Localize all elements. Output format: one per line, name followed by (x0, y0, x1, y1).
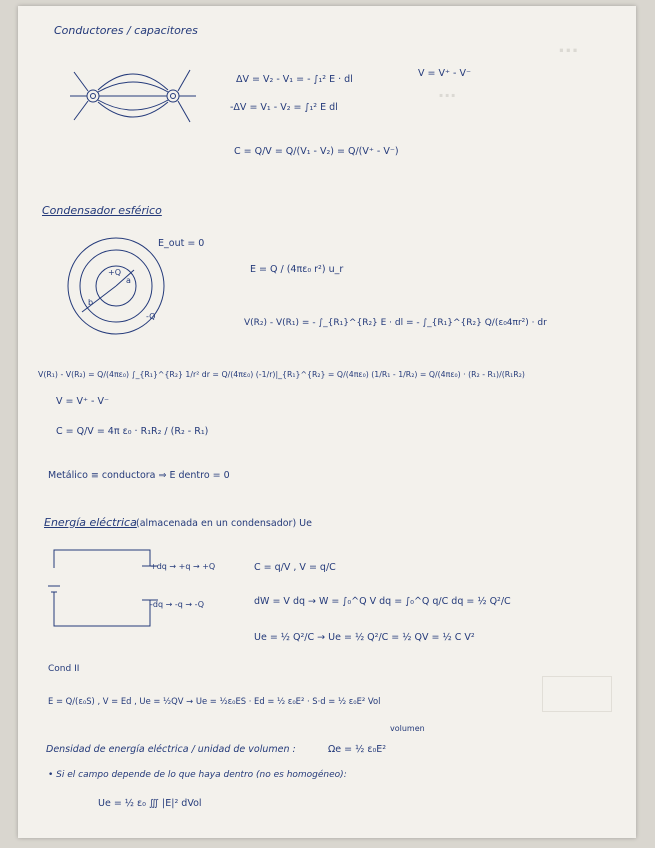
eq-ue: Ue = ½ Q²/C → Ue = ½ Q²/C = ½ QV = ½ C V² (254, 632, 475, 643)
field-lines-diagram (68, 54, 198, 134)
bleed-through-title-1: ... (558, 36, 579, 57)
label-b: b (88, 298, 94, 307)
eq-v-long: V(R₁) - V(R₂) = Q/(4πε₀) ∫_{R₁}^{R₂} 1/r² dr = Q/(4πε₀) (-1/r)|_{R₁}^{R₂} = Q/(4πε₀) (1/R₁ - 1/R₂) = Q/(4πε₀) · (R₂ - R₁)/(R₁R₂) (38, 370, 525, 379)
eq-e-field: E = Q / (4πε₀ r²) u_r (250, 264, 344, 275)
eq-capacitance: C = Q/V = Q/(V₁ - V₂) = Q/(V⁺ - V⁻) (234, 146, 399, 157)
label-minus-q: -Q (146, 312, 156, 321)
eq-dw: dW = V dq → W = ∫₀^Q V dq = ∫₀^Q q/C dq = ½ Q²/C (254, 596, 511, 607)
eq-v-plus-minus: V = V⁺ - V⁻ (56, 396, 109, 407)
label-plate-bottom: -dq → -q → -Q (150, 600, 205, 609)
eq-densidad: Ωe = ½ ε₀E² (328, 744, 387, 755)
label-plus-q: +Q (108, 268, 121, 277)
notebook-page (18, 6, 636, 838)
eq-e-line: E = Q/(ε₀S) , V = Ed , Ue = ½QV → Ue = ½ε₀ES · Ed = ½ ε₀E² · S·d = ½ ε₀E² Vol (48, 696, 381, 706)
eq-v-integral: V(R₂) - V(R₁) = - ∫_{R₁}^{R₂} E · dl = - ∫_{R₁}^{R₂} Q/(ε₀4πr²) · dr (244, 318, 547, 328)
eq-c-v: C = q/V , V = q/C (254, 562, 336, 573)
note-campo: • Si el campo depende de lo que haya dentro (no es homogéneo): (48, 770, 347, 780)
eq-ue-integral: Ue = ½ ε₀ ∭ |E|² dVol (98, 798, 202, 809)
label-a: a (126, 276, 131, 285)
label-volumen: volumen (390, 724, 425, 733)
label-cond-ii: Cond II (48, 664, 80, 674)
bleed-through-box (542, 676, 612, 712)
heading-energia-note: (almacenada en un condensador) Ue (136, 518, 312, 529)
label-plate-top: +dq → +q → +Q (150, 562, 216, 571)
heading-conductores: Conductores / capacitores (54, 24, 198, 37)
heading-energia-electrica: Energía eléctrica (44, 516, 137, 529)
note-metalico: Metálico ≡ conductora ⇒ E dentro = 0 (48, 470, 230, 481)
eq-v-def: V = V⁺ - V⁻ (418, 68, 471, 79)
heading-condensador-esferico: Condensador esférico (42, 204, 162, 217)
spherical-capacitor-diagram (64, 234, 176, 346)
label-densidad: Densidad de energía eléctrica / unidad de volumen : (46, 744, 296, 755)
capacitor-circuit-diagram (52, 546, 168, 630)
eq-e-out: E_out = 0 (158, 238, 205, 249)
eq-c-result: C = Q/V = 4π ε₀ · R₁R₂ / (R₂ - R₁) (56, 426, 209, 437)
bleed-through-title-2: ... (438, 82, 457, 101)
eq-minus-delta-v: -ΔV = V₁ - V₂ = ∫₁² E dl (230, 102, 338, 113)
eq-delta-v: ΔV = V₂ - V₁ = - ∫₁² E · dl (236, 74, 353, 85)
